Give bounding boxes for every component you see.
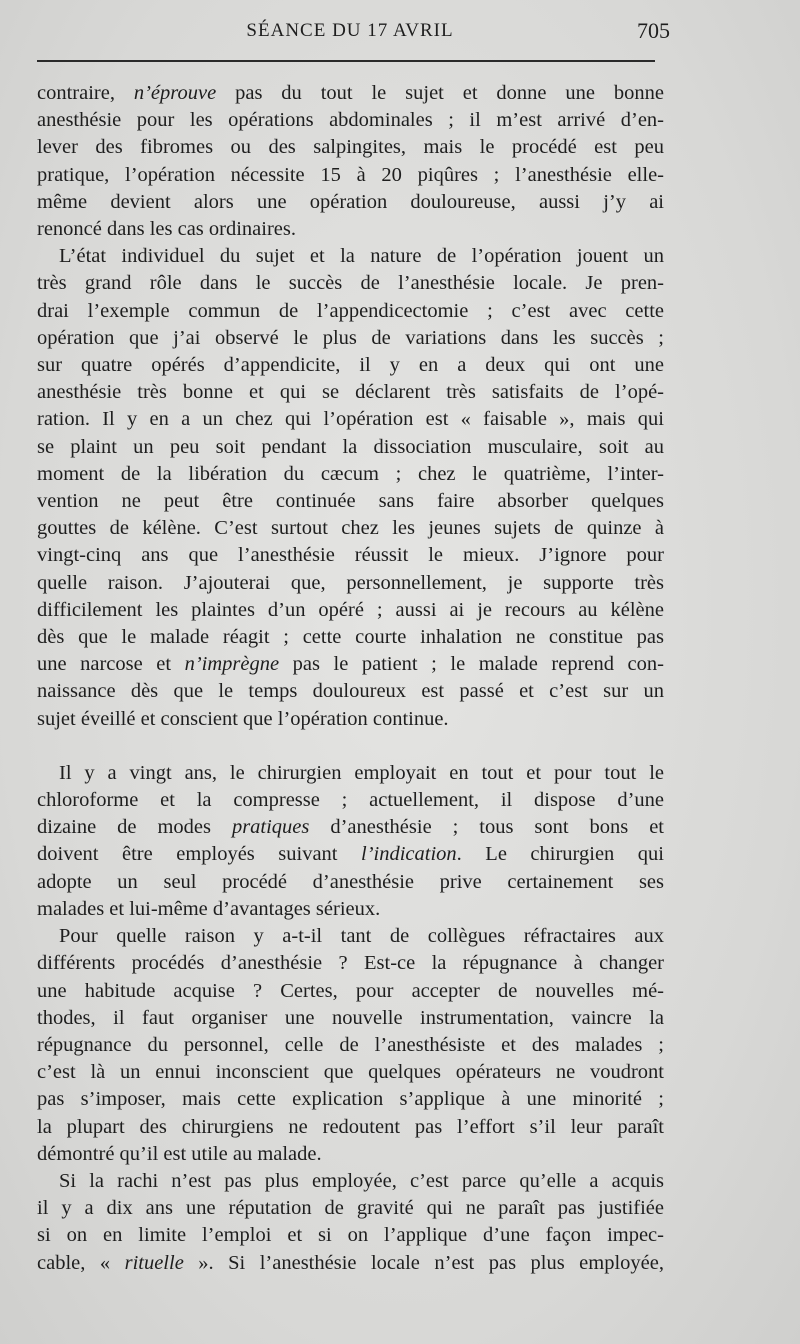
text-line: moment de la libération du cæcum ; chez le quatrième, l’inter-	[37, 462, 664, 485]
page-number: 705	[637, 18, 670, 43]
text-line: sujet éveillé et conscient que l’opération continue.	[37, 707, 449, 730]
text-line: vention ne peut être continuée sans faire absorber quelques	[37, 490, 664, 513]
text-line: différents procédés d’anesthésie ? Est-ce la répugnance à changer	[37, 952, 664, 975]
text-line: Pour quelle raison y a-t-il tant de collègues réfractaires aux	[59, 925, 664, 948]
paragraph-4	[37, 923, 664, 1168]
text-line: pas s’imposer, mais cette explication s’applique à une minorité ;	[37, 1088, 664, 1111]
text-line: opération que j’ai observé le plus de variations dans les succès ;	[37, 326, 664, 349]
text-line: contraire, n’éprouve pas du tout le sujet et donne une bonne	[37, 82, 664, 104]
paragraph-1	[37, 80, 664, 243]
text-line: démontré qu’il est utile au malade.	[37, 1142, 322, 1165]
page-header	[30, 18, 670, 48]
text-line: se plaint un peu soit pendant la dissociation musculaire, soit au	[37, 435, 664, 458]
text-line: si on en limite l’emploi et si on l’applique d’une façon impec-	[37, 1224, 664, 1247]
paragraph-3	[37, 760, 664, 923]
text-line: ration. Il y en a un chez qui l’opération est « faisable », mais qui	[37, 408, 664, 431]
paragraph-2	[37, 243, 664, 733]
text-line: répugnance du personnel, celle de l’anesthésiste et des malades ;	[37, 1033, 664, 1056]
text-line: L’état individuel du sujet et la nature de l’opération jouent un	[59, 245, 664, 268]
text-line: doivent être employés suivant l’indication. Le chirurgien qui	[37, 843, 664, 866]
text-line: anesthésie pour les opérations abdominales ; il m’est arrivé d’en-	[37, 109, 664, 132]
text-line: sur quatre opérés d’appendicite, il y en a deux qui ont une	[37, 354, 664, 377]
text-line: c’est là un ennui inconscient que quelques opérateurs ne voudront	[37, 1061, 664, 1084]
text-line: une habitude acquise ? Certes, pour accepter de nouvelles mé-	[37, 979, 664, 1002]
text-line: une narcose et n’imprègne pas le patient ; le malade reprend con-	[37, 653, 664, 676]
text-line: naissance dès que le temps douloureux est passé et c’est sur un	[37, 680, 664, 703]
text-line: Si la rachi n’est pas plus employée, c’est parce qu’elle a acquis	[59, 1169, 664, 1192]
text-line: dès que le malade réagit ; cette courte inhalation ne constitue pas	[37, 626, 664, 649]
text-line: pratique, l’opération nécessite 15 à 20 piqûres ; l’anesthésie elle-	[37, 163, 664, 186]
text-line: chloroforme et la compresse ; actuellement, il dispose d’une	[37, 789, 664, 812]
text-line: la plupart des chirurgiens ne redoutent pas l’effort s’il leur paraît	[37, 1115, 664, 1138]
text-line: dizaine de modes pratiques d’anesthésie ; tous sont bons et	[37, 816, 665, 839]
text-line: vingt-cinq ans que l’anesthésie réussit le mieux. J’ignore pour	[37, 544, 664, 567]
paragraph-5	[37, 1168, 664, 1277]
text-line: drai l’exemple commun de l’appendicectomie ; c’est avec cette	[37, 299, 664, 322]
section-gap	[37, 733, 664, 760]
text-line: malades et lui-même d’avantages sérieux.	[37, 897, 381, 920]
text-line: anesthésie très bonne et qui se déclarent très satisfaits de l’opé-	[37, 381, 664, 404]
text-line: difficilement les plaintes d’un opéré ; aussi ai je recours au kélène	[37, 598, 664, 621]
text-line: lever des fibromes ou des salpingites, mais le procédé est peu	[37, 136, 664, 159]
text-line: adopte un seul procédé d’anesthésie prive certainement ses	[37, 870, 664, 893]
text-line: cable, « rituelle ». Si l’anesthésie locale n’est pas plus employée,	[37, 1251, 664, 1274]
text-line: quelle raison. J’ajouterai que, personnellement, je supporte très	[37, 571, 664, 594]
text-line: renoncé dans les cas ordinaires.	[37, 218, 296, 241]
text-line: gouttes de kélène. C’est surtout chez les jeunes sujets de quinze à	[37, 517, 664, 540]
text-line: très grand rôle dans le succès de l’anesthésie locale. Je pren-	[37, 272, 664, 295]
text-line: il y a dix ans une réputation de gravité qui ne paraît pas justifiée	[37, 1197, 664, 1220]
text-line: thodes, il faut organiser une nouvelle instrumentation, vaincre la	[37, 1006, 664, 1029]
body-text	[37, 80, 664, 1277]
running-title: SÉANCE DU 17 AVRIL	[246, 20, 454, 41]
text-line: même devient alors une opération douloureuse, aussi j’y ai	[37, 190, 664, 213]
text-line: Il y a vingt ans, le chirurgien employait en tout et pour tout le	[59, 761, 664, 784]
header-rule	[37, 60, 655, 62]
